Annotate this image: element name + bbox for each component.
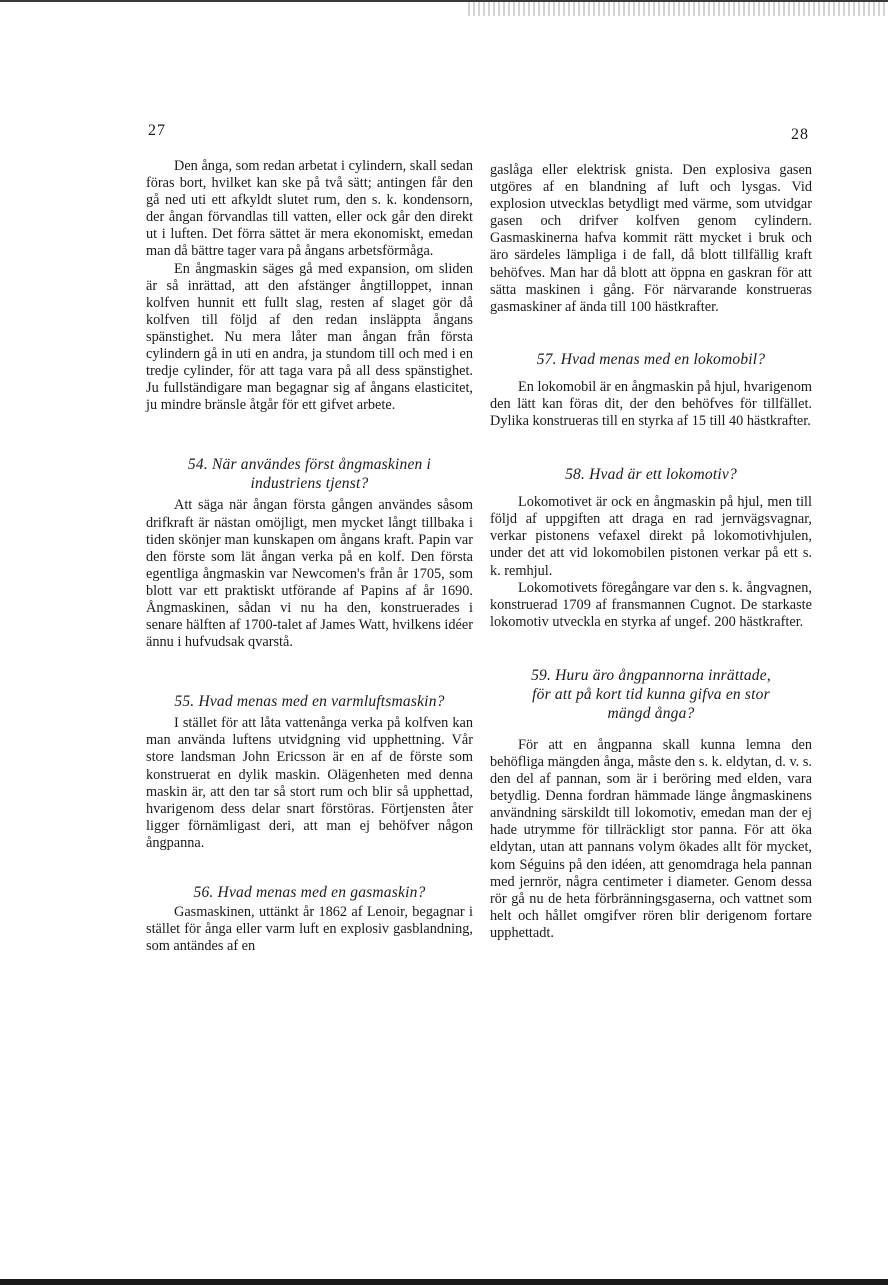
paragraph: gaslåga eller elektrisk gnista. Den explosiva gasen utgöres af en blandning af luft och lysgas. Vid explosion utvecklas betydligt med värme, som utvidgar gasen och drifver kolfven genom cylindern. Gasmaskinerna hafva kommit rätt mycket i bruk och äro särdeles lämpliga i de fall, då blott tillfällig kraft behöfves. Man har då blott att öppna en gaskran för att sätta maskinen i gång. För närvarande konstrueras gasmaskiner af ända till 100 hästkrafter. bbox=[490, 162, 812, 315]
paragraph: I stället för att låta vattenånga verka på kolfven kan man använda luftens utvidgning vid upphettning. Vår store landsman John Ericsson är en af de förste som konstruerat en dylik maskin. Olägenheten med denna maskin är, att den tar så stort rum och blir så upphettad, hvarigenom dess delar snart förstöras. Förtjensten åter ligger förnämligast deri, att man ej behöfver någon ångpanna. bbox=[146, 715, 473, 851]
heading-line: industriens tjenst? bbox=[250, 475, 369, 493]
paragraph: Lokomotivets föregångare var den s. k. ångvagnen, konstruerad 1709 af fransmannen Cugnot. De starkaste lokomotiv utveckla en styrka af ungef. 200 hästkrafter. bbox=[490, 579, 812, 630]
right-column bbox=[490, 162, 812, 942]
heading-line: 59. Huru äro ångpannorna inrättade, bbox=[531, 666, 771, 684]
scan-bottom-edge bbox=[0, 1279, 888, 1285]
paragraph: Lokomotivet är ock en ångmaskin på hjul, men till följd af uppgiften att draga en rad jernvägsvagnar, verkar pistonens vefaxel direkt på lokomotivhjulen, under det att vid lokomobilen pistonen verkar på ett s. k. remhjul. bbox=[490, 494, 812, 579]
section-heading-58: 58. Hvad är ett lokomotiv? bbox=[565, 466, 737, 484]
page-number-right: 28 bbox=[791, 126, 809, 143]
paragraph: Den ånga, som redan arbetat i cylindern, skall sedan föras bort, hvilket kan ske på två sätt; antingen får den gå ned uti ett afkyldt slutet rum, den s. k. kondensorn, der ångan förvandlas till vatten, eller ock går den direkt ut i luften. Det förra sättet är mera ekonomiskt, emedan man då bättre tager vara på ångans arbetsförmåga. bbox=[146, 158, 473, 260]
section-heading-57: 57. Hvad menas med en lokomobil? bbox=[536, 350, 766, 368]
scan-noise bbox=[468, 2, 888, 16]
paragraph: Att säga när ångan första gången användes såsom drifkraft är nästan omöjligt, men mycket långt tillbaka i tiden skönjer man kunskapen om ångans kraft. Papin var den förste som lät ångan verka på en kolf. Den första egentliga ångmaskin var Newcomen's från år 1705, som blott var ett praktiskt utförande af Papins af år 1690. Ångmaskinen, sådan vi nu ha den, konstruerades i senare hälften af 1700-talet af James Watt, hvilkens idéer ännu i hufvudsak qvarstå. bbox=[146, 497, 473, 651]
paragraph: En ångmaskin säges gå med expansion, om sliden är så inrättad, att den afstänger ångtilloppet, innan kolfven hunnit ett fullt slag, resten af slaget gör då kolfven till följd af den redan insläppta ångans spänstighet. Nu mera låter man ångan från första cylindern gå in uti en andra, ja stundom till och med i en tredje cylinder, för att taga vara på all dess spänstighet. Ju fullständigare man begagnar sig af ångans elasticitet, ju mindre bränsle åtgår för ett gifvet arbete. bbox=[146, 260, 473, 414]
page-number-left: 27 bbox=[148, 122, 166, 139]
left-column bbox=[146, 158, 473, 955]
section-heading-56: 56. Hvad menas med en gasmaskin? bbox=[193, 884, 426, 901]
paragraph: Gasmaskinen, uttänkt år 1862 af Lenoir, begagnar i stället för ånga eller varm luft en explosiv gasblandning, som antändes af en bbox=[146, 904, 473, 955]
section-heading-55: 55. Hvad menas med en varmluftsmaskin? bbox=[174, 693, 445, 711]
paragraph: En lokomobil är en ångmaskin på hjul, hvarigenom den lätt kan föras dit, der den behöfves för tillfället. Dylika konstrueras till en styrka af 15 till 40 hästkrafter. bbox=[490, 378, 812, 430]
paragraph: För att en ångpanna skall kunna lemna den behöfliga mängden ånga, måste den s. k. eldytan, d. v. s. den del af pannan, som är i beröring med elden, vara betydlig. Denna fordran hämmade länge ångmaskinens användning särskildt till lokomotiv, emedan man der ej hade utrymme för tillräckligt stor panna. För att öka eldytan, utan att pannans volym ökades allt för mycket, kom Séguins på den idéen, att genomdraga hela pannan med jernrör, några centimeter i diameter. Genom dessa rör gå nu de heta förbränningsgaserna, och vattnet som helt och hållet omgifver rören blir derigenom fortare upphettadt. bbox=[490, 736, 812, 941]
heading-line: mängd ånga? bbox=[607, 704, 695, 722]
heading-line: för att på kort tid kunna gifva en stor bbox=[532, 685, 770, 703]
heading-line: 54. När användes först ångmaskinen i bbox=[187, 456, 432, 474]
section-heading-54 bbox=[146, 455, 473, 493]
section-heading-59 bbox=[490, 666, 812, 723]
